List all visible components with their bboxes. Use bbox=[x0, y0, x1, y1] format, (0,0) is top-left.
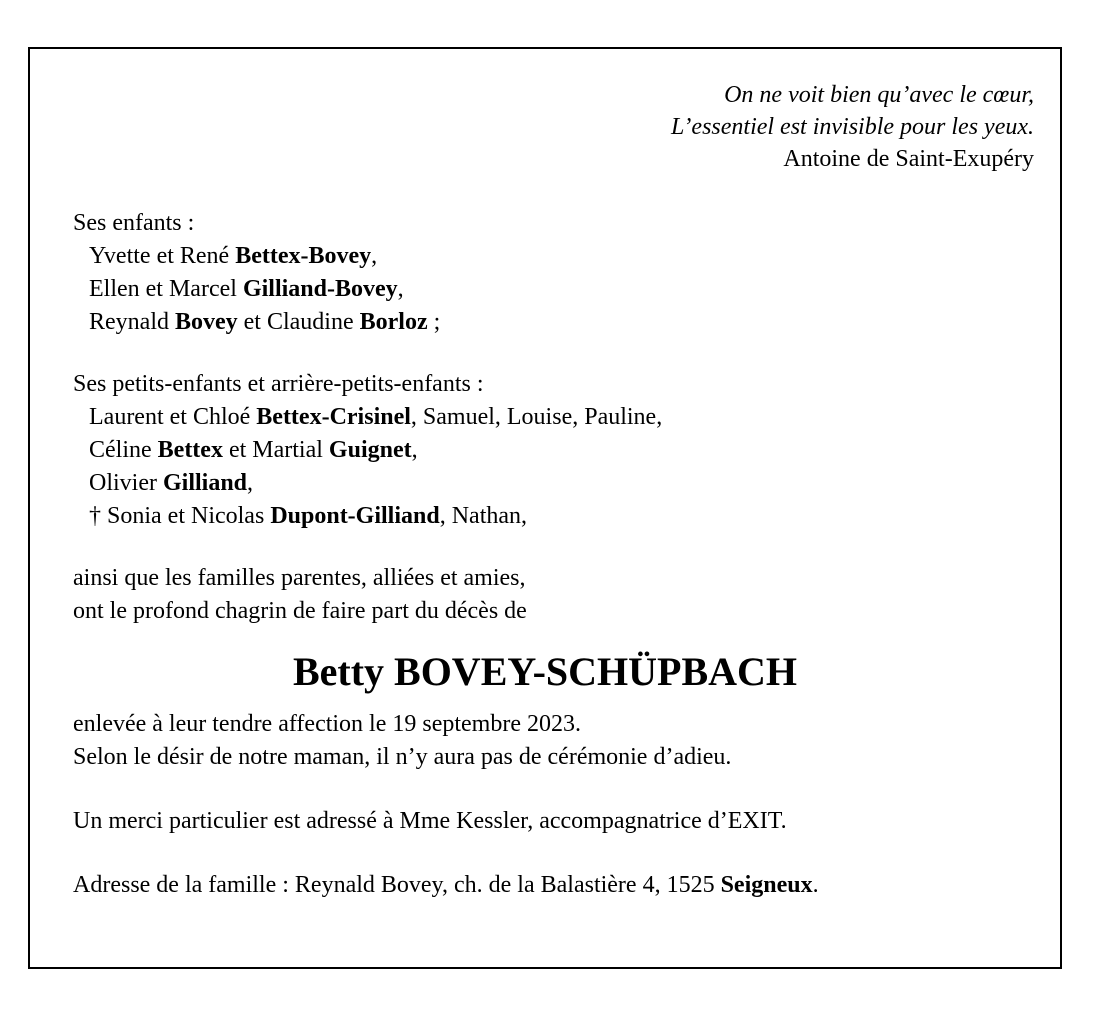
grandchild-line: Céline Bettex et Martial Guignet, bbox=[89, 437, 418, 463]
details-line-1: enlevée à leur tendre affection le 19 septembre 2023. bbox=[73, 711, 581, 737]
grandchildren-heading: Ses petits-enfants et arrière-petits-enfants : bbox=[73, 371, 484, 397]
child-line: Reynald Bovey et Claudine Borloz ; bbox=[89, 309, 441, 335]
thanks-line: Un merci particulier est adressé à Mme Kessler, accompagnatrice d’EXIT. bbox=[73, 808, 787, 834]
quote-author: Antoine de Saint-Exupéry bbox=[783, 146, 1034, 172]
child-line: Yvette et René Bettex-Bovey, bbox=[89, 243, 378, 269]
quote-line-1: On ne voit bien qu’avec le cœur, bbox=[724, 82, 1034, 108]
child-line: Ellen et Marcel Gilliand-Bovey, bbox=[89, 276, 404, 302]
grandchild-line: Laurent et Chloé Bettex-Crisinel, Samuel, Louise, Pauline, bbox=[89, 404, 663, 430]
epigraph bbox=[671, 79, 1034, 175]
details-line-2: Selon le désir de notre maman, il n’y aura pas de cérémonie d’adieu. bbox=[73, 744, 732, 770]
obituary-frame bbox=[28, 47, 1062, 969]
grandchild-line: † Sonia et Nicolas Dupont-Gilliand, Nathan, bbox=[89, 503, 528, 529]
children-heading: Ses enfants : bbox=[73, 210, 195, 236]
obituary-body bbox=[73, 207, 1033, 902]
deceased-name: Betty BOVEY-SCHÜPBACH bbox=[292, 649, 798, 694]
quote-line-2: L’essentiel est invisible pour les yeux. bbox=[670, 114, 1034, 140]
announcement-line-1: ainsi que les familles parentes, alliées et amies, bbox=[73, 565, 526, 591]
grandchild-line: Olivier Gilliand, bbox=[89, 470, 254, 496]
family-address: Adresse de la famille : Reynald Bovey, ch. de la Balastière 4, 1525 Seigneux. bbox=[73, 872, 819, 898]
announcement-line-2: ont le profond chagrin de faire part du décès de bbox=[73, 598, 527, 624]
